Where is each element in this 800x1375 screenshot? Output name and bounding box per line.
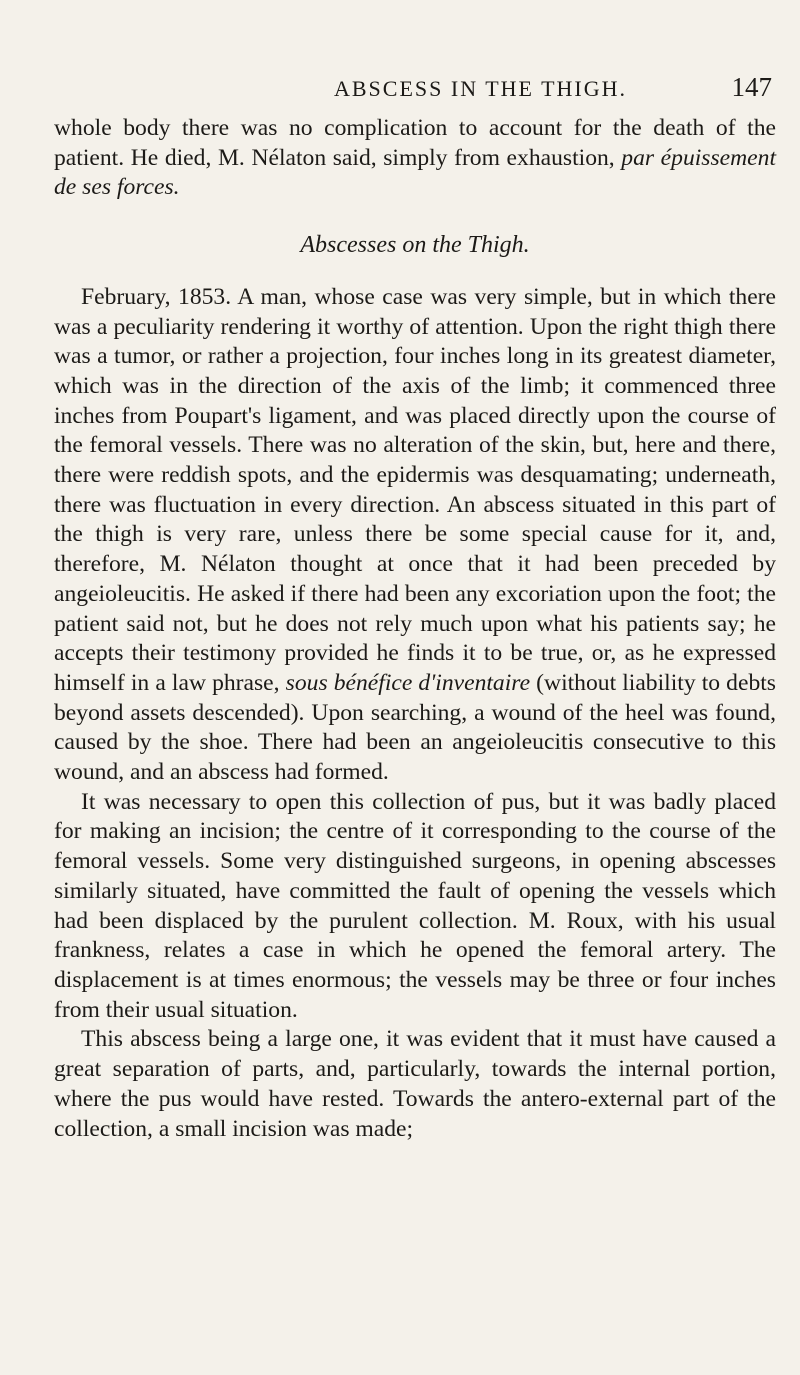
paragraph-2	[54, 283, 776, 788]
paragraph-2-law-phrase: sous bénéfice d'inventaire	[285, 669, 531, 696]
body-text	[54, 114, 776, 1144]
page-number: 147	[731, 72, 772, 102]
paragraph-2-text-cont: (without liability to debts beyond assets descended). Upon searching, a wound of the heel was found, caused by the shoe. There had been an angeioleucitis consecutive to this wound, and an abscess had formed.	[54, 669, 776, 786]
paragraph-1-french-phrase: par épuissement de ses forces.	[54, 144, 776, 201]
paragraph-2-text: February, 1853. A man, whose case was very simple, but in which there was a peculiarity rendering it worthy of attention. Upon the right thigh there was a tumor, or rather a projection, four inches long in its greatest diameter, which was in the direction of the axis of the limb; it commenced three inches from Poupart's ligament, and was placed directly upon the course of the femoral vessels. There was no alteration of the skin, but, here and there, there were reddish spots, and the epidermis was desquamating; underneath, there was fluctuation in every direction. An abscess situated in this part of the thigh is very rare, unless there be some special cause for it, and, therefore, M. Nélaton thought at once that it had been preceded by angeioleucitis. He asked if there had been any excoriation upon the foot; the patient said not, but he does not rely much upon what his patients say; he accepts their testimony provided he finds it to be true, or, as he expressed himself in a law phrase,	[54, 283, 776, 696]
paragraph-4: This abscess being a large one, it was evident that it must have caused a great separation of parts, and, particularly, towards the internal portion, where the pus would have rested. Towards the antero-external part of the collection, a small incision was made;	[54, 1026, 776, 1142]
paragraph-1-text: whole body there was no complication to account for the death of the patient. He died, M. Nélaton said, simply from exhaustion,	[54, 115, 776, 171]
running-head	[54, 72, 776, 108]
paragraph-1	[54, 114, 776, 203]
paragraph-3: It was necessary to open this collection of pus, but it was badly placed for making an incision; the centre of it corresponding to the course of the femoral vessels. Some very distinguished surgeons, in opening abscesses similarly situated, have committed the fault of opening the vessels which had been displaced by the purulent collection. M. Roux, with his usual frankness, relates a case in which he opened the femoral artery. The displacement is at times enormous; the vessels may be three or four inches from their usual situation.	[54, 788, 776, 1023]
section-heading: Abscesses on the Thigh.	[300, 232, 530, 259]
running-title: ABSCESS IN THE THIGH.	[334, 76, 627, 101]
